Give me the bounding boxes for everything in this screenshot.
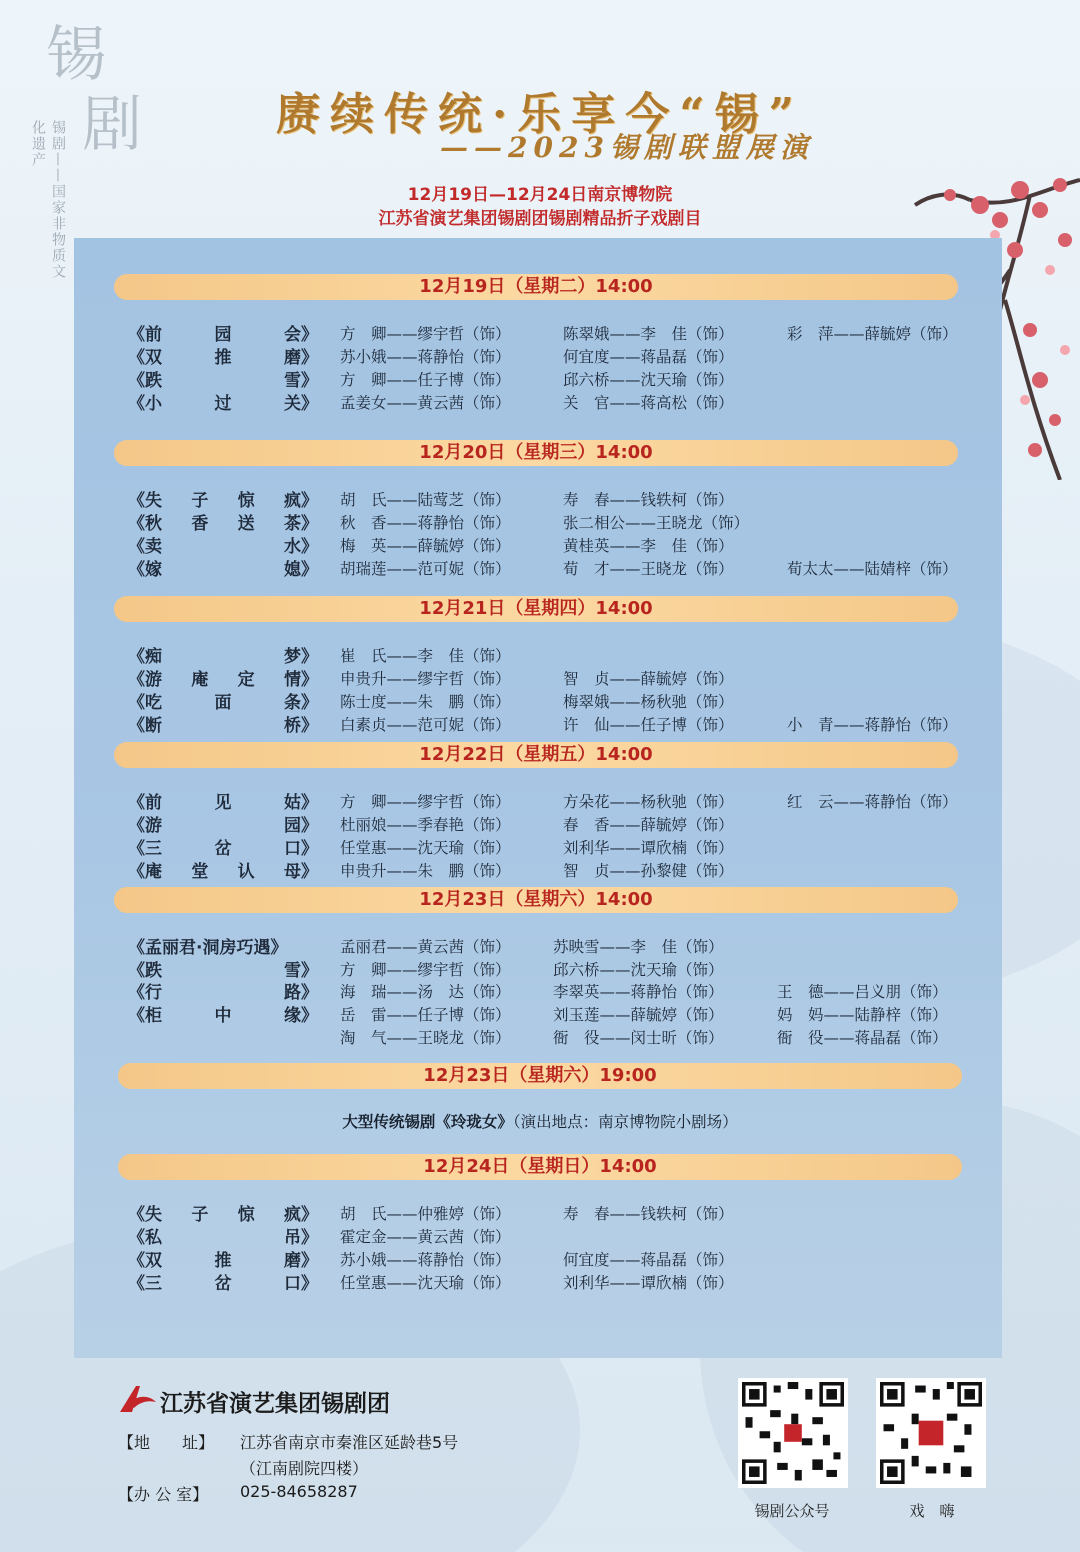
- cast-role: 苏小娥——蒋静怡（饰）: [340, 348, 511, 366]
- play-title-segment: 《三: [128, 1274, 162, 1294]
- cast-role: 秋 香——蒋静怡（饰）: [340, 514, 511, 532]
- cast-role: 李翠英——蒋静怡（饰）: [553, 983, 724, 1002]
- cast-role: 任堂惠——沈天瑜（饰）: [340, 1274, 511, 1292]
- cast-role: 崔 氏——李 佳（饰）: [340, 647, 511, 665]
- play-title-segment: 梦》: [284, 647, 318, 667]
- cast-role: 方 卿——缪宇哲（饰）: [340, 325, 511, 343]
- play-title-segment: 送: [237, 514, 255, 534]
- play-title: [128, 389, 318, 414]
- cast-role: 杜丽娘——季春艳（饰）: [340, 816, 511, 834]
- evening-play-title: 大型传统锡剧《玲珑女》: [342, 1113, 513, 1131]
- seal-char-1: 锡: [46, 20, 106, 90]
- page-title: 赓续传统·乐享今“锡”: [276, 89, 804, 140]
- cast-role: 红 云——蒋静怡（饰）: [787, 793, 958, 811]
- cast-role: 孟姜女——黄云茜（饰）: [340, 394, 511, 412]
- play-title: [128, 1223, 318, 1248]
- play-title: [128, 1246, 318, 1271]
- cast-role: 岳 雷——任子博（饰）: [340, 1006, 511, 1025]
- cast-role: 寿 春——钱轶柯（饰）: [563, 491, 734, 509]
- play-title-segment: 《行: [128, 983, 162, 1004]
- day-header: 12月20日（星期三）14:00: [114, 440, 958, 466]
- cast-role: 梅 英——薛毓婷（饰）: [340, 537, 511, 555]
- play-title: [128, 665, 318, 690]
- program-description-line: 江苏省演艺集团锡剧团锡剧精品折子戏剧目: [378, 209, 702, 229]
- cast-role: 彩 萍——薛毓婷（饰）: [787, 325, 958, 343]
- play-title-segment: 母》: [283, 862, 318, 882]
- cast-role: 海 瑞——汤 达（饰）: [340, 983, 511, 1002]
- cast-role: 小 青——蒋静怡（饰）: [787, 716, 958, 734]
- play-title-segment: 认: [237, 862, 255, 882]
- cast-role: 刘利华——谭欣楠（饰）: [563, 1274, 734, 1292]
- cast-role: 何宜度——蒋晶磊（饰）: [563, 348, 734, 366]
- play-title: [128, 1200, 318, 1225]
- qr-code-icon[interactable]: [876, 1378, 986, 1488]
- troupe-name: 江苏省演艺集团锡剧团: [160, 1390, 390, 1417]
- cast-role: 关 官——蒋高松（饰）: [563, 394, 734, 412]
- play-title: [128, 956, 318, 981]
- play-title-segment: 雪》: [284, 371, 318, 391]
- cast-role: 霍定金——黄云茜（饰）: [340, 1228, 511, 1246]
- play-title-segment: 《双: [128, 348, 162, 368]
- cast-role: 孟丽君——黄云茜（饰）: [340, 938, 511, 956]
- play-title-segment: 定: [237, 670, 255, 690]
- address-line-2: （江南剧院四楼）: [240, 1459, 369, 1478]
- play-title: [128, 486, 318, 511]
- play-title-segment: 园》: [284, 816, 318, 836]
- play-title-segment: 《嫁: [128, 560, 162, 580]
- play-title-segment: 雪》: [284, 960, 318, 981]
- play-title: [128, 532, 318, 557]
- play-title-segment: 子: [191, 1205, 209, 1225]
- play-title-segment: 《游: [128, 670, 162, 690]
- play-title-segment: 姑》: [284, 793, 318, 813]
- cast-role: 方朵花——杨秋驰（饰）: [563, 793, 734, 811]
- cast-role: 何宜度——蒋晶磊（饰）: [563, 1251, 734, 1269]
- day-header: 12月23日（星期六）19:00: [118, 1063, 962, 1089]
- play-title: [128, 711, 318, 736]
- play-title: [128, 555, 318, 580]
- play-title-segment: 桥》: [284, 716, 318, 736]
- cast-role: 任堂惠——沈天瑜（饰）: [340, 839, 511, 857]
- cast-role: 申贵升——朱 鹏（饰）: [340, 862, 511, 880]
- play-title: [128, 688, 318, 713]
- cast-role: 春 香——薛毓婷（饰）: [563, 816, 734, 834]
- play-title-segment: 《秋: [128, 514, 162, 534]
- cast-role: 方 卿——缪宇哲（饰）: [340, 793, 511, 811]
- cast-role: 黄桂英——李 佳（饰）: [563, 537, 734, 555]
- play-title: [128, 509, 318, 534]
- cast-role: 申贵升——缪宇哲（饰）: [340, 670, 511, 688]
- play-title-segment: 口》: [284, 839, 318, 859]
- play-title-segment: 庵: [191, 670, 209, 690]
- play-title-segment: 见: [214, 793, 232, 813]
- play-title-segment: 推: [214, 348, 232, 368]
- day-header: 12月21日（星期四）14:00: [114, 596, 958, 622]
- cast-role: 智 贞——孙黎健（饰）: [563, 862, 734, 880]
- cast-role: 苏小娥——蒋静怡（饰）: [340, 1251, 511, 1269]
- play-title-segment: 磨》: [284, 1251, 318, 1271]
- cast-role: 衙 役——闵士昕（饰）: [553, 1028, 724, 1047]
- play-title: [128, 1269, 318, 1294]
- address-line-1: 江苏省南京市秦淮区延龄巷5号: [240, 1433, 459, 1452]
- cast-role: 寿 春——钱轶柯（饰）: [563, 1205, 734, 1223]
- play-title-segment: 中: [214, 1006, 232, 1027]
- cast-role: 张二相公——王晓龙（饰）: [563, 514, 750, 532]
- play-title-segment: 《私: [128, 1228, 162, 1248]
- play-title-segment: 《卖: [128, 537, 162, 557]
- cast-role: 苏映雪——李 佳（饰）: [553, 938, 724, 956]
- cast-role: 胡 氏——陆莺芝（饰）: [340, 491, 511, 509]
- play-title-segment: 吊》: [284, 1228, 318, 1248]
- play-title-segment: 《柜: [128, 1006, 162, 1027]
- play-title-segment: 《小: [128, 394, 162, 414]
- evening-play-location: （演出地点：南京博物院小剧场）: [512, 1113, 738, 1131]
- cast-role: 荀太太——陆婧梓（饰）: [787, 560, 958, 578]
- play-title-segment: 《前: [128, 793, 162, 813]
- cast-role: 荀 才——王晓龙（饰）: [563, 560, 734, 578]
- play-title-segment: 磨》: [284, 348, 318, 368]
- cast-role: 刘玉莲——薛毓婷（饰）: [553, 1006, 724, 1025]
- seal-char-2: 剧: [82, 90, 142, 160]
- play-title-segment: 茶》: [283, 514, 318, 534]
- evening-performance-note: [0, 1110, 1080, 1132]
- play-title: [128, 978, 318, 1003]
- cast-role: 衙 役——蒋晶磊（饰）: [777, 1028, 948, 1047]
- office-phone: 025-84658287: [240, 1482, 358, 1501]
- play-title: [128, 642, 318, 667]
- play-title-segment: 推: [214, 1251, 232, 1271]
- play-title-segment: 园: [214, 325, 232, 345]
- play-title-segment: 条》: [284, 693, 318, 713]
- play-title-segment: 媳》: [284, 560, 318, 580]
- play-title-segment: 《前: [128, 325, 162, 345]
- play-title-segment: 《孟丽君·洞房巧遇》: [128, 938, 288, 958]
- play-title-segment: 《断: [128, 716, 162, 736]
- qr-code-icon[interactable]: [738, 1378, 848, 1488]
- date-venue-line: 12月19日—12月24日南京博物院: [407, 185, 673, 205]
- play-title-segment: 情》: [283, 670, 318, 690]
- cast-role: 淘 气——王晓龙（饰）: [340, 1028, 511, 1047]
- play-title-segment: 路》: [284, 983, 318, 1004]
- day-header: 12月24日（星期日）14:00: [118, 1154, 962, 1180]
- play-title: [128, 343, 318, 368]
- play-title-segment: 缘》: [284, 1006, 318, 1027]
- play-title-segment: 《双: [128, 1251, 162, 1271]
- address-label: 【地 址】: [118, 1433, 215, 1452]
- troupe-logo-icon: [118, 1384, 158, 1414]
- play-title-segment: 岔: [214, 839, 232, 859]
- cast-role: 妈 妈——陆静梓（饰）: [777, 1006, 948, 1025]
- play-title-segment: 《跌: [128, 371, 162, 391]
- play-title-segment: 会》: [284, 325, 318, 345]
- cast-role: 刘利华——谭欣楠（饰）: [563, 839, 734, 857]
- play-title-segment: 疯》: [283, 491, 318, 511]
- cast-role: 许 仙——任子博（饰）: [563, 716, 734, 734]
- play-title-segment: 香: [191, 514, 209, 534]
- cast-role: 智 贞——薛毓婷（饰）: [563, 670, 734, 688]
- play-title-segment: 《痴: [128, 647, 162, 667]
- play-title-segment: 《三: [128, 839, 162, 859]
- play-title-segment: 《跌: [128, 960, 162, 981]
- play-title-segment: 面: [214, 693, 232, 713]
- cast-role: 邱六桥——沈天瑜（饰）: [563, 371, 734, 389]
- day-header: 12月23日（星期六）14:00: [114, 887, 958, 913]
- play-title: [128, 1001, 318, 1026]
- cast-role: 梅翠娥——杨秋驰（饰）: [563, 693, 734, 711]
- cast-role: 胡瑞莲——范可妮（饰）: [340, 560, 511, 578]
- play-title-segment: 《庵: [128, 862, 162, 882]
- play-title-segment: 《失: [128, 491, 162, 511]
- cast-role: 邱六桥——沈天瑜（饰）: [553, 960, 724, 979]
- play-title-segment: 《游: [128, 816, 162, 836]
- day-header: 12月22日（星期五）14:00: [114, 742, 958, 768]
- play-title-segment: 堂: [191, 862, 209, 882]
- cast-role: 陈士度——朱 鹏（饰）: [340, 693, 511, 711]
- play-title-segment: 惊: [237, 1205, 255, 1225]
- cast-role: 王 德——吕义朋（饰）: [777, 983, 948, 1002]
- play-title: [128, 811, 318, 836]
- play-title: [128, 857, 318, 882]
- cast-role: 胡 氏——仲雅婷（饰）: [340, 1205, 511, 1223]
- play-title: [128, 366, 318, 391]
- seal-vertical-text: 锡剧——国家非物质文化遗产: [30, 120, 66, 280]
- office-label: 【办 公 室】: [118, 1485, 209, 1504]
- play-title-segment: 疯》: [283, 1205, 318, 1225]
- page-subtitle: ——2023锡剧联盟展演: [440, 131, 814, 164]
- day-header: 12月19日（星期二）14:00: [114, 274, 958, 300]
- play-title: [128, 834, 318, 859]
- play-title-segment: 过: [214, 394, 232, 414]
- cast-role: 白素贞——范可妮（饰）: [340, 716, 511, 734]
- play-title: [128, 933, 318, 958]
- cast-role: 方 卿——任子博（饰）: [340, 371, 511, 389]
- play-title: [128, 788, 318, 813]
- play-title-segment: 口》: [284, 1274, 318, 1294]
- play-title-segment: 《失: [128, 1205, 162, 1225]
- play-title-segment: 《吃: [128, 693, 162, 713]
- play-title-segment: 惊: [237, 491, 255, 511]
- play-title-segment: 关》: [284, 394, 318, 414]
- cast-role: 方 卿——缪宇哲（饰）: [340, 960, 511, 979]
- cast-role: 陈翠娥——李 佳（饰）: [563, 325, 734, 343]
- qr-caption-xihai: 戏 嗨: [909, 1502, 955, 1520]
- play-title: [128, 320, 318, 345]
- play-title-segment: 岔: [214, 1274, 232, 1294]
- qr-caption-wechat: 锡剧公众号: [754, 1502, 830, 1520]
- play-title-segment: 子: [191, 491, 209, 511]
- play-title-segment: 水》: [284, 537, 318, 557]
